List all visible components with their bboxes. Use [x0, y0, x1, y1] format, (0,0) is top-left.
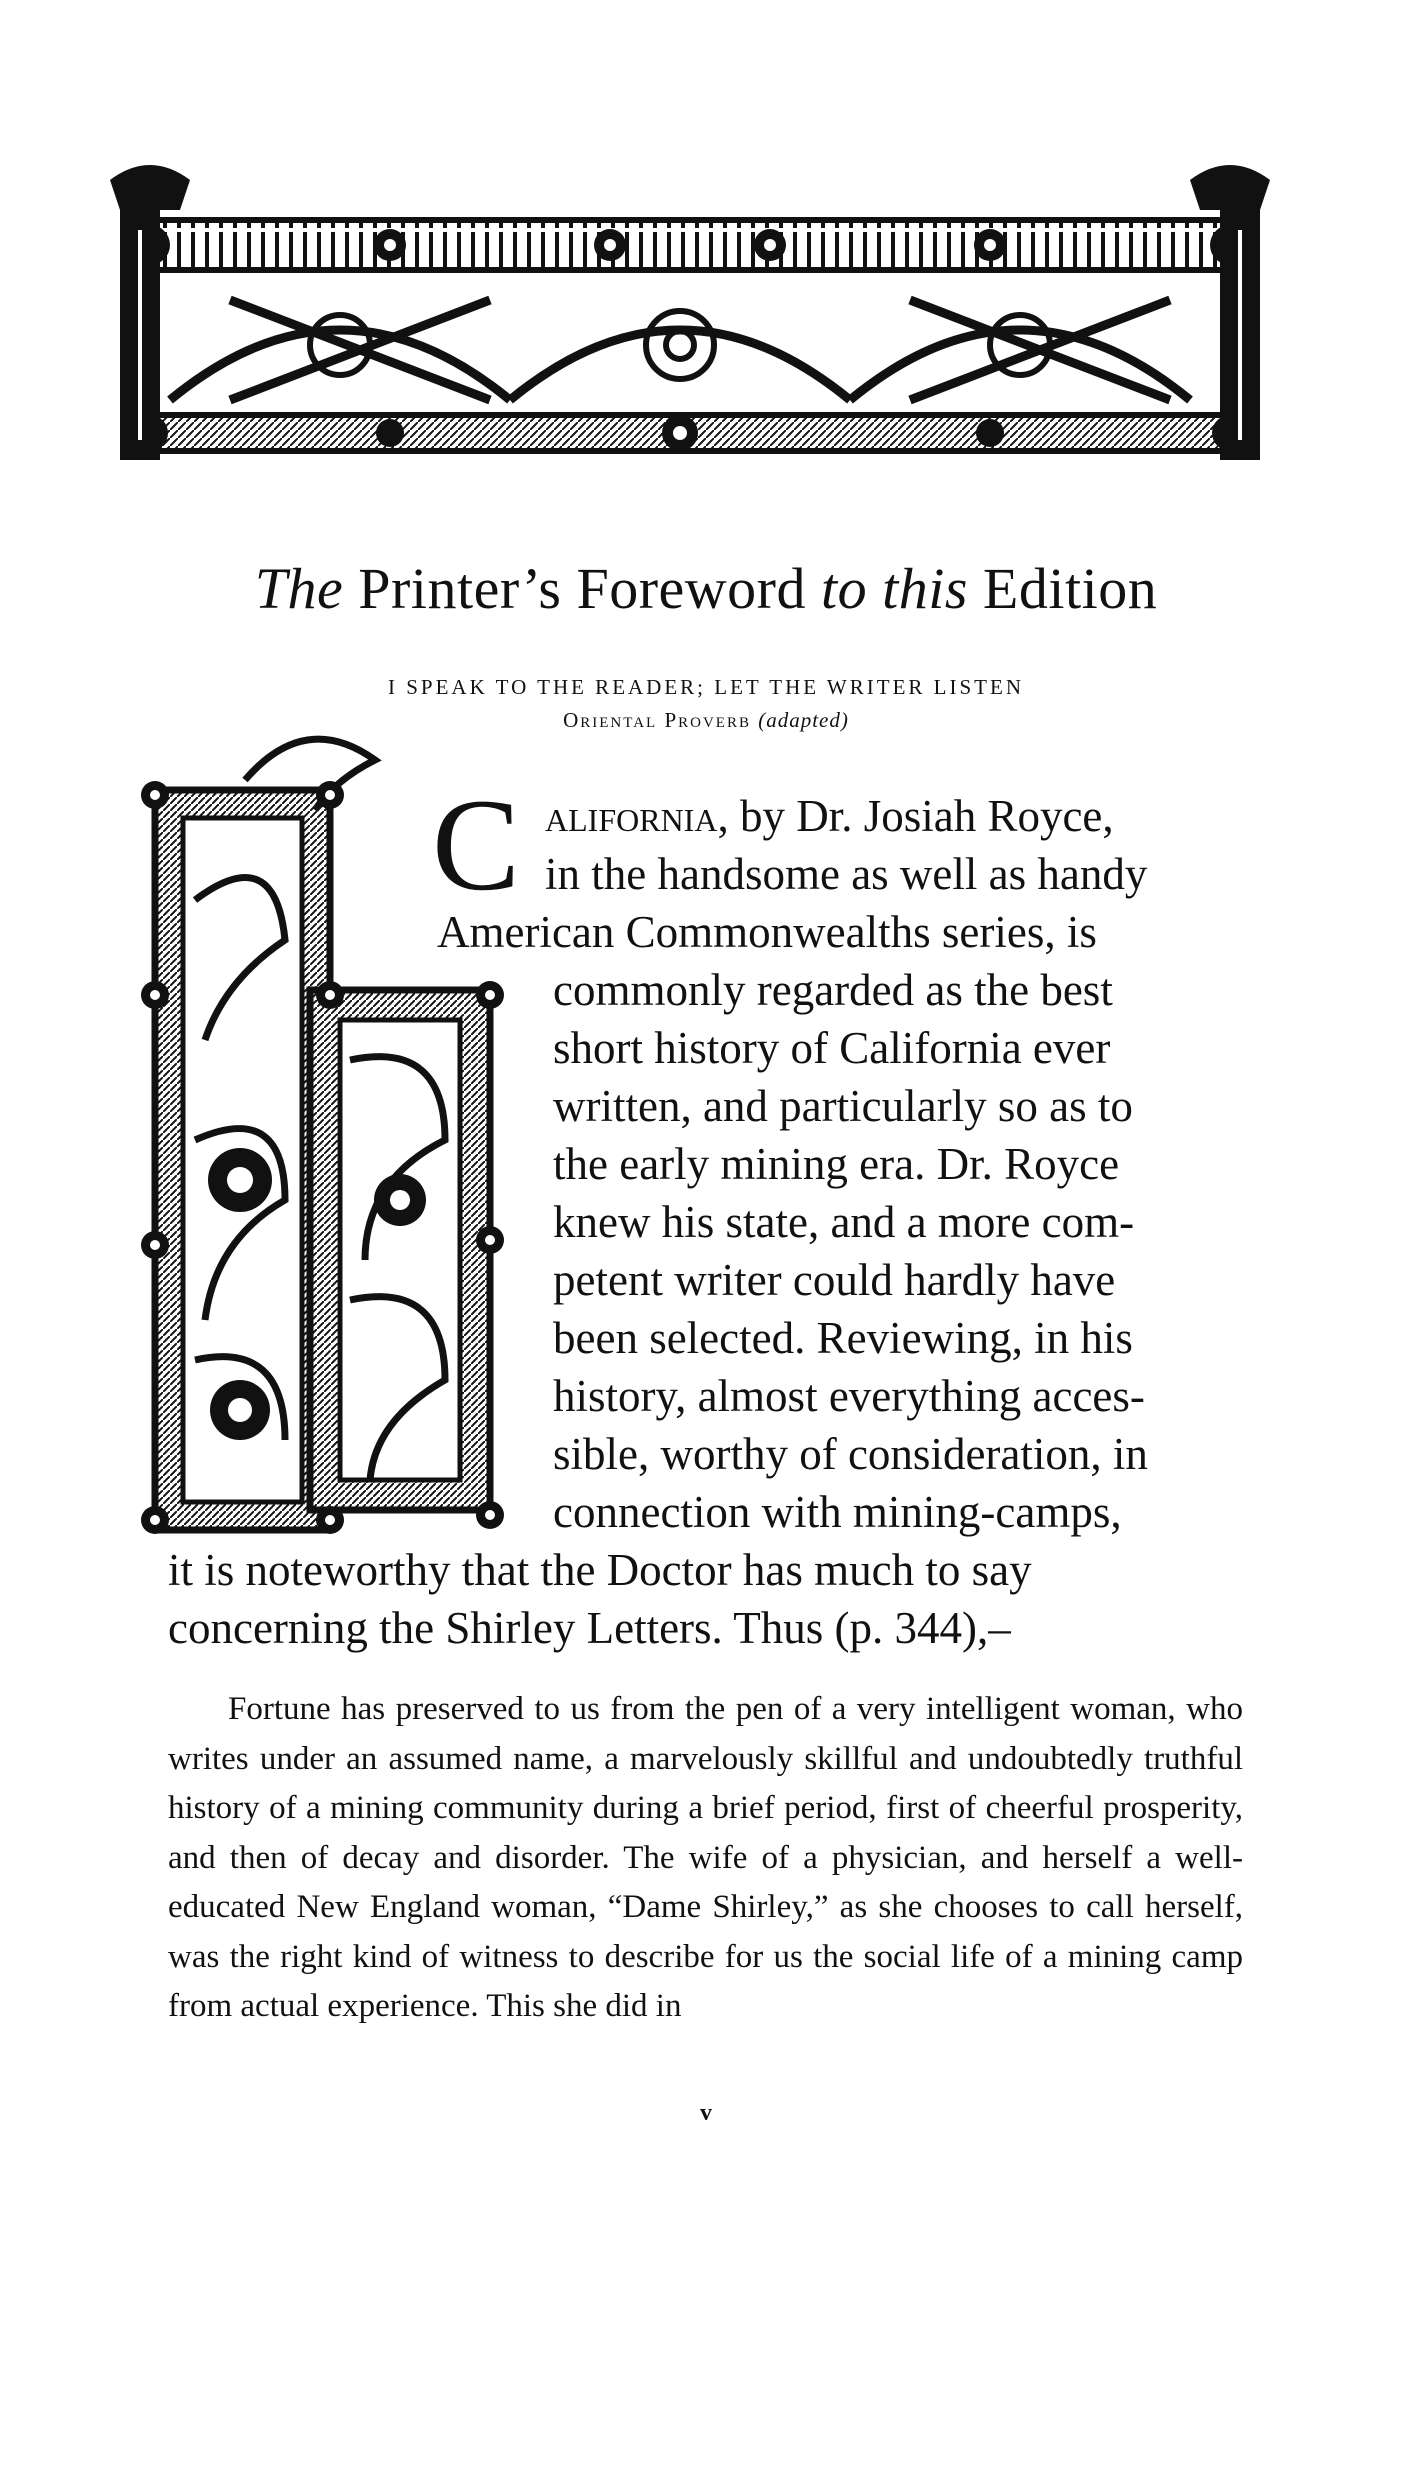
first-word: alifornia, — [545, 791, 729, 841]
opening-line — [545, 787, 1114, 845]
title-the: The — [254, 556, 344, 621]
body-line: history, almost everything acces- — [553, 1371, 1145, 1421]
quote-paragraph: Fortune has preserved to us from the pen of a very intelligent woman, who writes under an assumed name, a marvelously skillful and undoubtedly truthful history of a mining community during a brief period, first of cheerful prosperity, and then of decay and disorder. The wife of a physician, and herself a well-educated New England woman, “Dame Shirley,” as she chooses to call herself, was the right kind of witness to describe for us the social life of a mining camp from actual experience. This she did in — [168, 1691, 1243, 2024]
ornamental-headband — [90, 150, 1290, 490]
body-line: concerning the Shirley Letters. Thus (p. 344),– — [168, 1603, 1011, 1653]
body-line: connection with mining-camps, — [553, 1487, 1122, 1537]
body-line: in the handsome as well as handy — [545, 849, 1148, 899]
page-title — [0, 555, 1412, 622]
body-line: the early mining era. Dr. Royce — [553, 1139, 1120, 1189]
body-line: short history of California ever — [553, 1023, 1111, 1073]
body-line: commonly regarded as the best — [553, 965, 1113, 1015]
drop-cap: C — [432, 771, 521, 918]
body-line: written, and particularly so as to — [553, 1081, 1133, 1131]
title-edition: Edition — [982, 556, 1158, 621]
body-line: been selected. Reviewing, in his — [553, 1313, 1133, 1363]
body-line: petent writer could hardly have — [553, 1255, 1116, 1305]
body-line: American Commonwealths series, is — [437, 907, 1097, 957]
quoted-passage — [168, 1685, 1243, 2032]
epigraph-source: Oriental Proverb — [563, 708, 751, 732]
title-printers-foreword: Printer’s Foreword — [358, 556, 806, 621]
body-line: sible, worthy of consideration, in — [553, 1429, 1148, 1479]
epigraph-source-note: (adapted) — [758, 708, 849, 732]
body-line: knew his state, and a more com- — [553, 1197, 1135, 1247]
body-line: by Dr. Josiah Royce, — [739, 791, 1114, 841]
page-number: v — [700, 2100, 712, 2126]
title-to-this: to this — [821, 556, 968, 621]
epigraph: I SPEAK TO THE READER; LET THE WRITER LISTEN — [388, 675, 1024, 699]
body-line: it is noteworthy that the Doctor has much to say — [168, 1545, 1032, 1595]
